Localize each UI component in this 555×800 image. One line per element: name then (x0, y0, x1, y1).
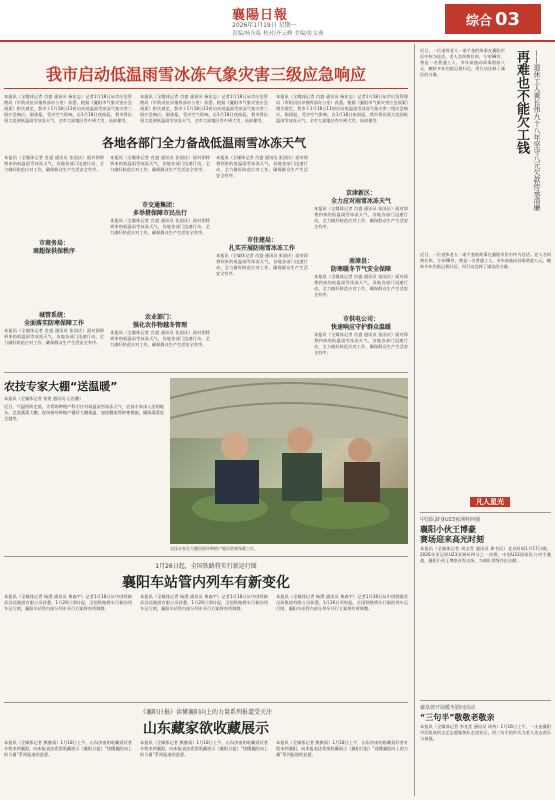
kicker-nanzhang-sub: 防寒暖冬节气安全保障 (330, 266, 391, 273)
divider-exhibit (4, 702, 408, 703)
kicker-jingjin-sub: 全力应对雨雪冰冻天气 (330, 198, 391, 205)
expert-headline: 农技专家大棚“送温暖” (4, 380, 118, 393)
divider-side-1 (420, 512, 551, 513)
section-label: 综合 (465, 13, 492, 29)
divider-rail (4, 556, 408, 557)
side2-body: 本报讯（全媒体记者 李龙美 通讯员 胡秀）1月16日上午，一支由襄阳市民组成的文艺志愿服务队走进社区，用三句半的形式为老人送去欢乐与祝福。 (420, 724, 551, 741)
side1-headline-2: 赛场迎来高光时刻 (420, 535, 484, 544)
agri-body: 本报讯（全媒体记者 肖盛 通讯员 张国庆）面对即将到来的低温雨雪冰冻天气，各地各部门迅速行动，全力做好防范应对工作，确保群众生产生活安全有序。 (110, 330, 210, 347)
housing-body: 本报讯（全媒体记者 肖盛 通讯员 张国庆）面对即将到来的低温雨雪冰冻天气，各地各部门迅速行动，全力做好防范应对工作，确保群众生产生活安全有序。 (216, 253, 308, 276)
kicker-agri: 农业部门： (144, 314, 175, 321)
rail-headline: 襄阳车站管内列车有新变化 (122, 575, 290, 591)
column-body-1: 近日，一位退休老人一诺千金的故事在襄阳市民中传为佳话。老人名叫黄长伟，今年98岁，曾是一名普通工人。多年前他向同事借款八元，辗转多年仍惦记着归还，用行动诠释了诚信的分量。 (420, 48, 505, 77)
side1-kicker: 中国队跻身U23亚洲杯四强 (420, 517, 481, 523)
newspaper-logo: 襄陽日報 (232, 8, 289, 23)
lead-rule (4, 88, 408, 89)
lead-body-col-2: 本报讯（全媒体记者 肖盛 通讯员 杨宏志）记者1月18日从市应急管理局（市防汛抗旱指挥部办公室）获悉，根据《襄阳市气象灾害应急预案》相关规定，我市于1月18日11时启动低温雨雪冰冻气象灾害三级应急响应。据预报，受冷空气影响，自1月18日夜间起，我市将出现大范围低温雨雪冰冻天气，全市大部地区有中到大雪，局部暴雪。 (140, 94, 268, 123)
jingjin-body: 本报讯（全媒体记者 肖盛 通讯员 张国庆）面对即将到来的低温雨雪冰冻天气，各地各部门迅速行动，全力做好防范应对工作，确保群众生产生活安全有序。 (314, 206, 408, 229)
side1-headline: 襄阳小伙王博豪 (420, 525, 476, 534)
issue-date: 2026年1月19日 星期一 (232, 22, 297, 29)
kicker-agri-sub: 强化农作物越冬管理 (132, 322, 187, 329)
depts-body-col-3: 本报讯（全媒体记者 肖盛 通讯员 张国庆）面对即将到来的低温雨雪冰冻天气，各地各部门迅速行动，全力做好防范应对工作，确保群众生产生活安全有序。 (216, 155, 308, 178)
kicker-nanzhang: 南漳县： (348, 258, 373, 265)
divider-side-2 (420, 700, 551, 701)
greenhouse-photo-art (170, 378, 408, 544)
side1-body: 本报讯（全媒体记者 刘宝青 通讯员 黄书民）北京时间1月17日晚，2026年亚足联U23亚洲杯四分之一决赛，中国U23国家队与对手激战，襄阳小伙王博豪首发出场，为球队晋级作出贡献。 (420, 546, 551, 563)
exhibit-headline: 山东藏家欲收藏展示 (143, 721, 269, 737)
kicker-housing-sub: 扎实开展防雨雪冰冻工作 (228, 245, 295, 252)
divider-expert (4, 372, 408, 373)
lead-body-col-3: 本报讯（全媒体记者 肖盛 通讯员 杨宏志）记者1月18日从市应急管理局（市防汛抗旱指挥部办公室）获悉，根据《襄阳市气象灾害应急预案》相关规定，我市于1月18日11时启动低温雨雪冰冻气象灾害三级应急响应。据预报，受冷空气影响，自1月18日夜间起，我市将出现大范围低温雨雪冰冻天气，全市大部地区有中到大雪，局部暴雪。 (276, 94, 408, 123)
side2-headline: “三句半”敬敬老敬亲 (420, 713, 495, 722)
greenhouse-photo (170, 378, 408, 544)
column-divider (414, 44, 415, 796)
depts-headline: 各地各部门全力备战低温雨雪冰冻天气 (101, 136, 306, 150)
kicker-transit: 市交通集团： (141, 202, 178, 209)
masthead (0, 0, 555, 42)
kicker-power-sub: 快速响应守护群众温暖 (330, 324, 391, 331)
rail-dateline: 1月26日起，全国铁路将实行新运行图 (155, 563, 257, 570)
lead-body-col-1: 本报讯（全媒体记者 肖盛 通讯员 杨宏志）记者1月18日从市应急管理局（市防汛抗旱指挥部办公室）获悉，根据《襄阳市气象灾害应急预案》相关规定，我市于1月18日11时启动低温雨雪冰冻气象灾害三级应急响应。据预报，受冷空气影响，自1月18日夜间起，我市将出现大范围低温雨雪冰冻天气，全市大部地区有中到大雪，局部暴雪。 (4, 94, 132, 123)
expert-byline: 本报讯（全媒体记者 张建 通讯员 石浩鹏） (4, 396, 84, 401)
kicker-transit-sub: 多举措保障市民出行 (132, 210, 187, 217)
column-tag: 凡人星光 (470, 497, 510, 507)
kicker-urban: 城管系统： (38, 312, 69, 319)
page-number: 03 (494, 8, 521, 30)
exhibit-body-col-1: 本报讯（全媒体记者 熊雅雨）1月18日上午，山东济南的收藏爱好者专程来到襄阳，向本报表达希望收藏展示《襄阳日报》“读懂襄阳向上的力量”系列报道的意愿。 (4, 740, 132, 757)
section-badge (445, 4, 541, 34)
kicker-commerce: 市商务局： (38, 240, 69, 247)
power-body: 本报讯（全媒体记者 肖盛 通讯员 张国庆）面对即将到来的低温雨雪冰冻天气，各地各部门迅速行动，全力做好防范应对工作，确保群众生产生活安全有序。 (314, 332, 408, 355)
editor-credits: 责编/杨东临 校对/齐云峰 美编/张文燕 (232, 31, 324, 37)
kicker-jingjin: 京津新区： (345, 190, 376, 197)
exhibit-body-col-3: 本报讯（全媒体记者 熊雅雨）1月18日上午，山东济南的收藏爱好者专程来到襄阳，向本报表达希望收藏展示《襄阳日报》“读懂襄阳向上的力量”系列报道的意愿。 (276, 740, 408, 757)
side2-kicker: 襄泉坡开展暖冬慰问活动 (420, 705, 476, 711)
column-body-2: 近日，一位退休老人一诺千金的故事在襄阳市民中传为佳话。老人名叫黄长伟，今年98岁，曾是一名普通工人。多年前他向同事借款八元，辗转多年仍惦记着归还，用行动诠释了诚信的分量。 (420, 252, 551, 269)
kicker-power: 市供电公司： (342, 316, 379, 323)
kicker-urban-sub: 全面落实防寒保障工作 (23, 320, 84, 327)
depts-body-col-2: 本报讯（全媒体记者 肖盛 通讯员 张国庆）面对即将到来的低温雨雪冰冻天气，各地各部门迅速行动，全力做好防范应对工作，确保群众生产生活安全有序。 (110, 155, 210, 172)
depts-body-col-1: 本报讯（全媒体记者 肖盛 通讯员 张国庆）面对即将到来的低温雨雪冰冻天气，各地各部门迅速行动，全力做好防范应对工作，确保群众生产生活安全有序。 (4, 155, 104, 172)
photo-caption: 农技专家在大棚里指导种植户做好防寒保暖工作。 (170, 546, 258, 551)
rail-body-col-3: 本报讯（全媒体记者 杨澄 通讯员 黄森宇）记者1月18日从中国铁路武汉局集团有限公司获悉，1月26日零时起，全国铁路将实行新的列车运行图，襄阳车站管内部分列车开行方案将有所调整。 (276, 594, 408, 611)
kicker-housing: 市住建局： (246, 237, 277, 244)
nanzhang-body: 本报讯（全媒体记者 肖盛 通讯员 张国庆）面对即将到来的低温雨雪冰冻天气，各地各部门迅速行动，全力做好防范应对工作，确保群众生产生活安全有序。 (314, 274, 408, 297)
exhibit-kicker: 《襄阳日报》读懂襄阳向上的力量系列报道受关注 (139, 709, 272, 716)
urban-body: 本报讯（全媒体记者 肖盛 通讯员 张国庆）面对即将到来的低温雨雪冰冻天气，各地各部门迅速行动，全力做好防范应对工作，确保群众生产生活安全有序。 (4, 328, 104, 345)
expert-body: 近日，气温持续走低，为帮助种植户科学应对低温雨雪冰冻天气，农技专家深入田间地头，走进蔬菜大棚，现场指导种植户做好大棚保温、加固棚架等防寒措施，确保蔬菜安全越冬。 (4, 404, 164, 421)
kicker-commerce-sub: 商超保供保秩序 (32, 248, 75, 255)
column-subtitle: ——退休工人黄长伟九十八年坚守八元欠款传承清廉 (533, 50, 541, 211)
lead-headline: 我市启动低温雨雪冰冻气象灾害三级应急响应 (45, 65, 366, 84)
exhibit-body-col-2: 本报讯（全媒体记者 熊雅雨）1月18日上午，山东济南的收藏爱好者专程来到襄阳，向本报表达希望收藏展示《襄阳日报》“读懂襄阳向上的力量”系列报道的意愿。 (140, 740, 268, 757)
rail-body-col-1: 本报讯（全媒体记者 杨澄 通讯员 黄森宇）记者1月18日从中国铁路武汉局集团有限公司获悉，1月26日零时起，全国铁路将实行新的列车运行图，襄阳车站管内部分列车开行方案将有所调整。 (4, 594, 132, 611)
rail-body-col-2: 本报讯（全媒体记者 杨澄 通讯员 黄森宇）记者1月18日从中国铁路武汉局集团有限公司获悉，1月26日零时起，全国铁路将实行新的列车运行图，襄阳车站管内部分列车开行方案将有所调整。 (140, 594, 268, 611)
transit-body: 本报讯（全媒体记者 肖盛 通讯员 张国庆）面对即将到来的低温雨雪冰冻天气，各地各部门迅速行动，全力做好防范应对工作，确保群众生产生活安全有序。 (110, 218, 210, 235)
column-title: 再难也不能欠工钱 (514, 50, 529, 154)
